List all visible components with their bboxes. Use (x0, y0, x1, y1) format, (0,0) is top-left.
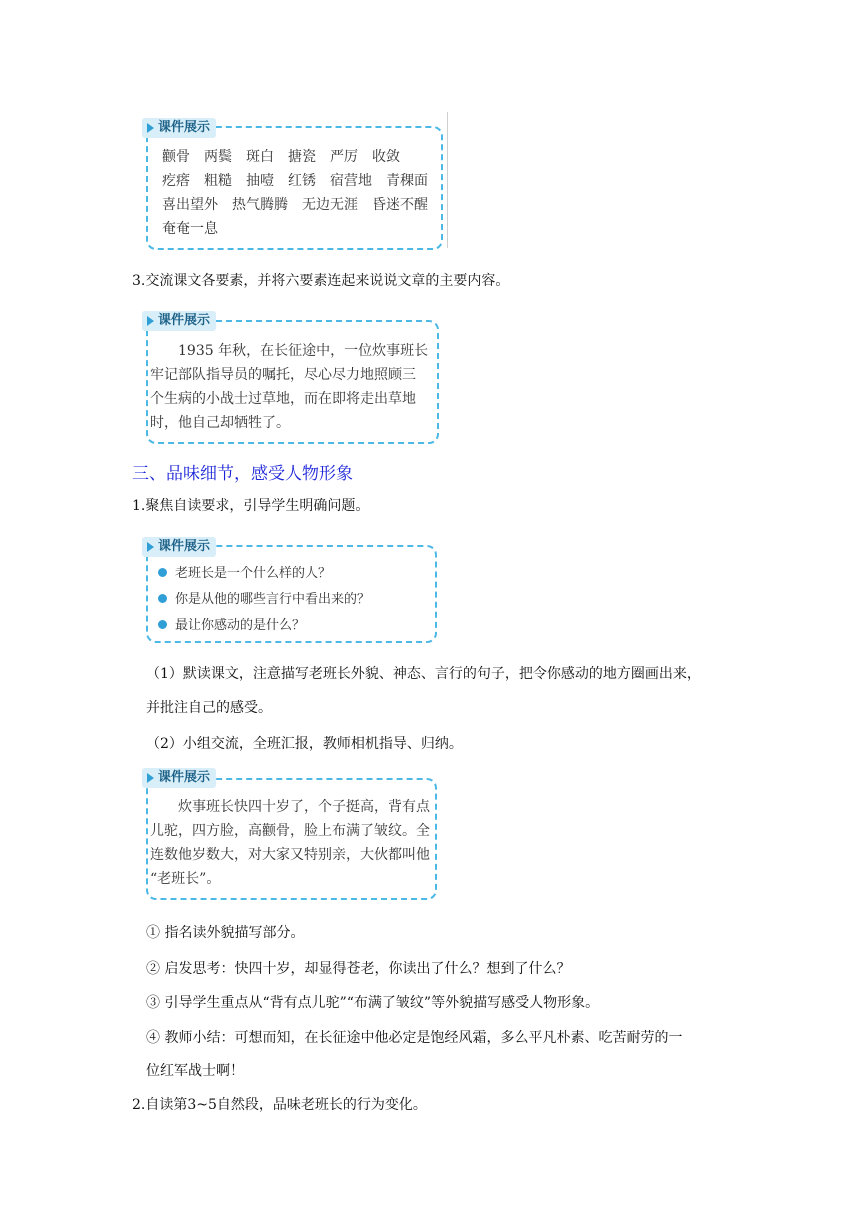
courseware-tag (142, 311, 216, 331)
description-line: “老班长”。 (150, 871, 221, 887)
summary-line: 1935 年秋，在长征途中，一位炊事班长 (150, 343, 429, 359)
description-line: 连数他岁数大，对大家又特别亲，大伙都叫他 (150, 847, 430, 863)
bullet-dot-icon (158, 568, 167, 577)
vocab-word: 两鬓 (204, 149, 232, 165)
vocab-word: 红锈 (288, 173, 316, 189)
courseware-tag-label: 课件展示 (158, 770, 211, 785)
vocab-word: 喜出望外 (162, 197, 218, 213)
vocab-word: 奄奄一息 (162, 221, 218, 237)
instruction-1-line-2: 并批注自己的感受。 (146, 700, 272, 716)
vocab-word: 抽噎 (246, 173, 274, 189)
question-list (158, 561, 370, 639)
summary-line: 个生病的小战士过草地，而在即将走出草地 (150, 391, 416, 407)
instruction-1-line-1: （1）默读课文，注意描写老班长外貌、神态、言行的句子，把令你感动的地方圈画出来， (146, 666, 701, 682)
play-triangle-icon (147, 773, 154, 783)
courseware-tag (142, 537, 216, 557)
summary-text (150, 339, 428, 435)
vocab-row (162, 217, 442, 241)
vocab-row (162, 193, 442, 217)
vocab-word: 严厉 (330, 149, 358, 165)
image-edge-line (447, 112, 448, 248)
question-item: 最让你感动的是什么？ (158, 613, 370, 639)
vocab-word: 疙瘩 (162, 173, 190, 189)
circled-step-1: ① 指名读外貌描写部分。 (146, 925, 305, 941)
courseware-tag-label: 课件展示 (158, 539, 211, 554)
vocab-row (162, 169, 442, 193)
section-heading: 三、品味细节，感受人物形象 (132, 464, 353, 484)
bullet-dot-icon (158, 620, 167, 629)
summary-line: 牢记部队指导员的嘱托，尽心尽力地照顾三 (150, 367, 416, 383)
instruction-2: （2）小组交流，全班汇报，教师相机指导、归纳。 (146, 736, 463, 752)
step-2-text: 2.自读第3~5自然段，品味老班长的行为变化。 (132, 1097, 427, 1113)
vocab-word: 收敛 (372, 149, 400, 165)
vocab-word: 宿营地 (330, 173, 372, 189)
vocab-word: 热气腾腾 (232, 197, 288, 213)
circled-step-2: ② 启发思考：快四十岁，却显得苍老，你读出了什么？想到了什么？ (146, 961, 571, 977)
courseware-tag (142, 118, 216, 138)
vocab-word: 无边无涯 (302, 197, 358, 213)
courseware-tag-label: 课件展示 (158, 313, 211, 328)
vocab-word: 青稞面 (386, 173, 428, 189)
description-line: 儿驼，四方脸，高颧骨，脸上布满了皱纹。全 (150, 823, 430, 839)
circled-step-4-line-1: ④ 教师小结：可想而知，在长征途中他必定是饱经风霜，多么平凡朴素、吃苦耐劳的一 (146, 1030, 683, 1046)
courseware-tag-label: 课件展示 (158, 120, 211, 135)
play-triangle-icon (147, 542, 154, 552)
vocab-word: 昏迷不醒 (372, 197, 428, 213)
play-triangle-icon (147, 316, 154, 326)
vocab-word: 斑白 (246, 149, 274, 165)
vocab-word: 搪瓷 (288, 149, 316, 165)
courseware-tag (142, 768, 216, 788)
step-1-text: 1.聚焦自读要求，引导学生明确问题。 (132, 498, 370, 514)
play-triangle-icon (147, 123, 154, 133)
vocab-list (162, 145, 442, 241)
bullet-dot-icon (158, 594, 167, 603)
vocab-word: 颧骨 (162, 149, 190, 165)
vocab-word: 粗糙 (204, 173, 232, 189)
description-text (150, 795, 430, 891)
circled-step-4-line-2: 位红军战士啊！ (146, 1063, 244, 1079)
step-3-text: 3.交流课文各要素，并将六要素连起来说说文章的主要内容。 (132, 273, 510, 289)
question-item: 你是从他的哪些言行中看出来的？ (158, 587, 370, 613)
circled-step-3: ③ 引导学生重点从“背有点儿驼”“布满了皱纹”等外貌描写感受人物形象。 (146, 995, 600, 1011)
vocab-row (162, 145, 442, 169)
summary-line: 时，他自己却牺牲了。 (150, 415, 290, 431)
description-line: 炊事班长快四十岁了，个子挺高，背有点 (150, 799, 430, 815)
question-item: 老班长是一个什么样的人？ (158, 561, 370, 587)
